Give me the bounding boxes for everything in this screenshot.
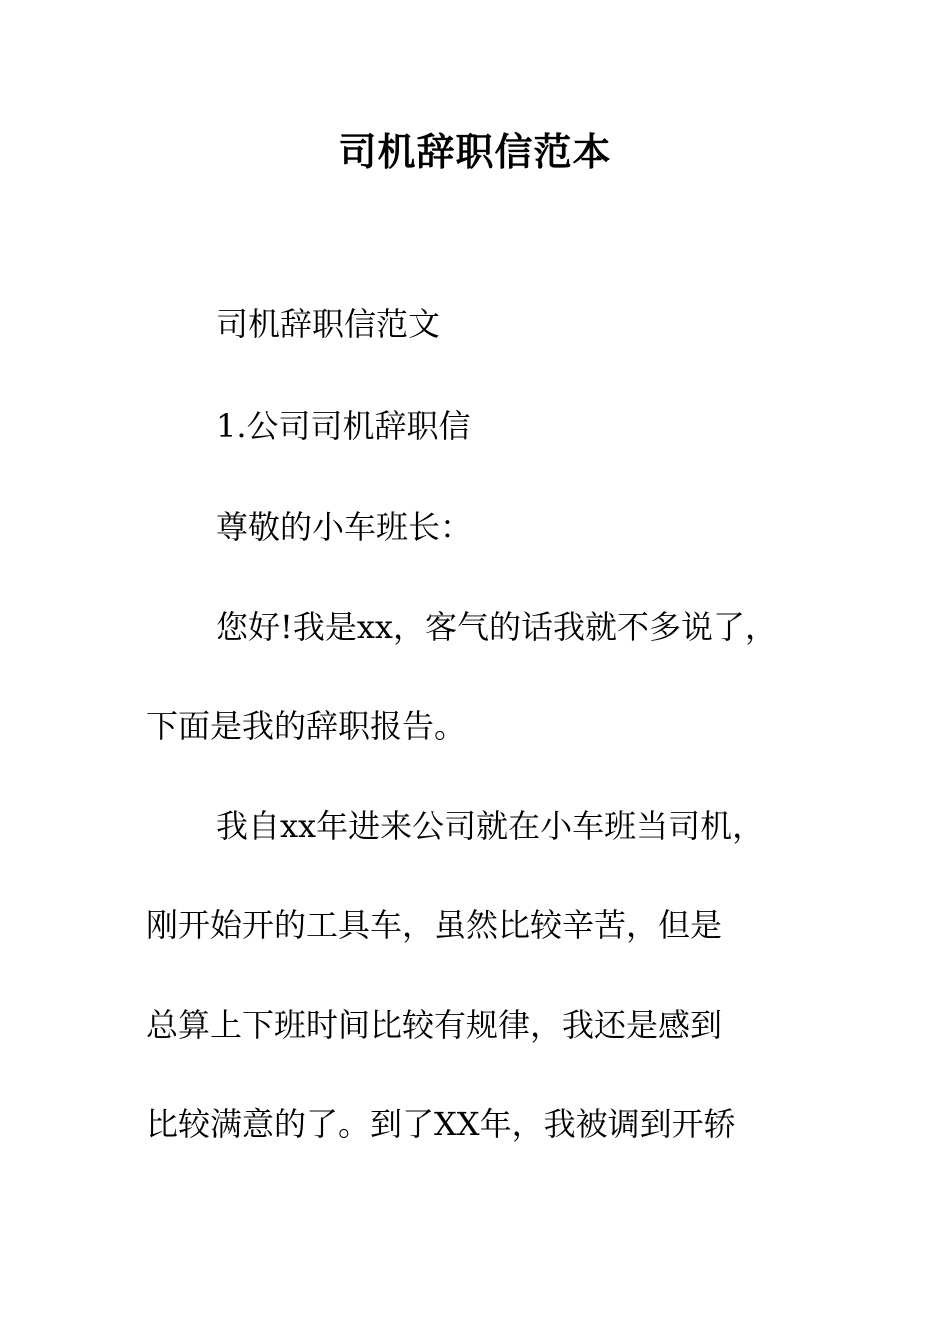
body-line: 您好!我是xx，客气的话我就不多说了， (216, 608, 777, 646)
section-heading: 1.公司司机辞职信 (216, 407, 471, 445)
body-line: 刚开始开的工具车，虽然比较辛苦，但是 (146, 906, 723, 944)
salutation-line: 尊敬的小车班长： (216, 508, 473, 546)
body-line: 下面是我的辞职报告。 (146, 707, 467, 745)
body-line: 比较满意的了。到了XX年，我被调到开轿 (146, 1105, 736, 1143)
subtitle-line: 司机辞职信范文 (216, 305, 441, 343)
document-title: 司机辞职信范本 (338, 129, 612, 174)
body-line: 总算上下班时间比较有规律，我还是感到 (146, 1006, 723, 1044)
body-line: 我自xx年进来公司就在小车班当司机， (216, 807, 765, 845)
